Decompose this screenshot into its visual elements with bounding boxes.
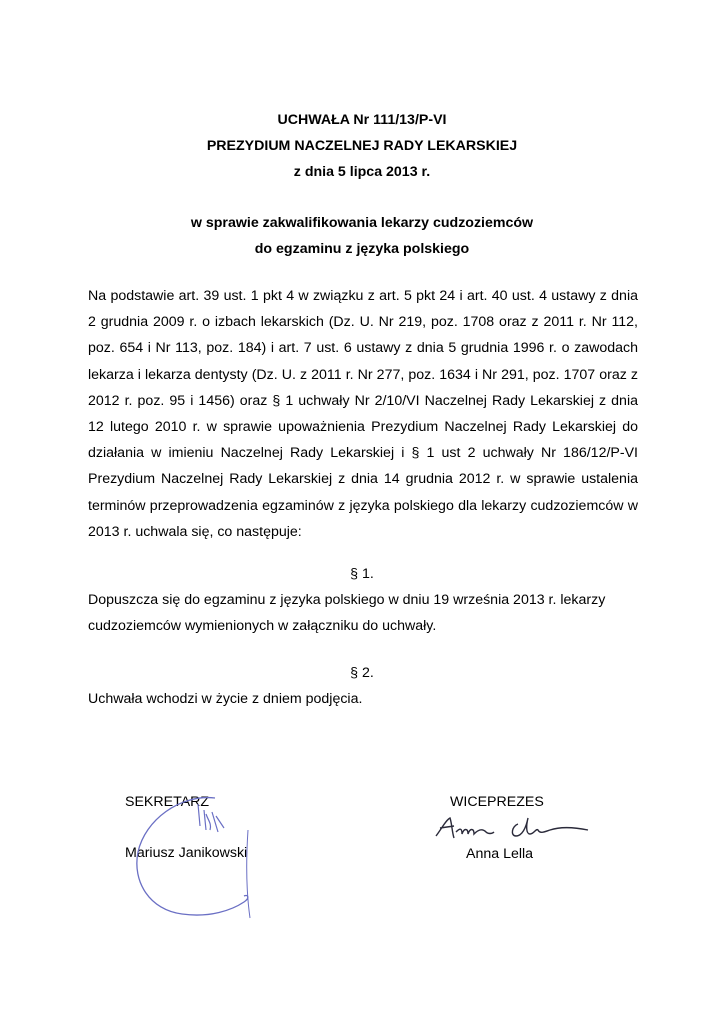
vice-president-role: WICEPREZES xyxy=(450,794,544,810)
resolution-subject xyxy=(0,210,724,262)
section-2-mark: § 2. xyxy=(350,665,374,681)
resolution-header xyxy=(0,107,724,185)
resolution-date: z dnia 5 lipca 2013 r. xyxy=(293,164,431,180)
secretary-name: Mariusz Janikowski xyxy=(125,845,248,861)
secretary-signature xyxy=(120,790,260,925)
vice-president-signature xyxy=(432,814,592,844)
vice-president-name: Anna Lella xyxy=(466,846,534,862)
section-2-text: Uchwała wchodzi w życie z dniem podjęcia. xyxy=(88,691,363,707)
resolution-title: UCHWAŁA Nr 111/13/P-VI xyxy=(277,112,447,128)
preamble-paragraph: Na podstawie art. 39 ust. 1 pkt 4 w związku z art. 5 pkt 24 i art. 40 ust. 4 ustawy z dnia 2 grudnia 2009 r. o izbach lekarskich (Dz. U. Nr 219, poz. 1708 oraz z 2011 r. Nr 112, poz. 654 i Nr 113, poz. 184) i art. 7 ust. 6 ustawy z dnia 5 grudnia 1996 r. o zawodach lekarza i lekarza dentysty (Dz. U. z 2011 r. Nr 277, poz. 1634 i Nr 291, poz. 1707 oraz z 2012 r. poz. 95 i 1456) oraz § 1 uchwały Nr 2/10/VI Naczelnej Rady Lekarskiej z dnia 12 lutego 2010 r. w sprawie upoważnienia Prezydium Naczelnej Rady Lekarskiej do działania w imieniu Naczelnej Rady Lekarskiej i § 1 ust 2 uchwały Nr 186/12/P-VI Prezydium Naczelnej Rady Lekarskiej z dnia 14 grudnia 2012 r. w sprawie ustalenia terminów przeprowadzenia egzaminów z języka polskiego dla lekarzy cudzoziemców w 2013 r. uchwala się, co następuje: xyxy=(88,288,638,540)
section-1-text: Dopuszcza się do egzaminu z języka polskiego w dniu 19 września 2013 r. lekarzy cudzoziemców wymienionych w załączniku do uchwały. xyxy=(88,592,606,635)
issuing-body: PREZYDIUM NACZELNEJ RADY LEKARSKIEJ xyxy=(206,138,518,154)
secretary-role: SEKRETARZ xyxy=(125,794,210,810)
subject-line-2: do egzaminu z języka polskiego xyxy=(254,241,470,257)
subject-line-1: w sprawie zakwalifikowania lekarzy cudzoziemców xyxy=(190,215,534,231)
section-1-mark: § 1. xyxy=(350,566,374,582)
